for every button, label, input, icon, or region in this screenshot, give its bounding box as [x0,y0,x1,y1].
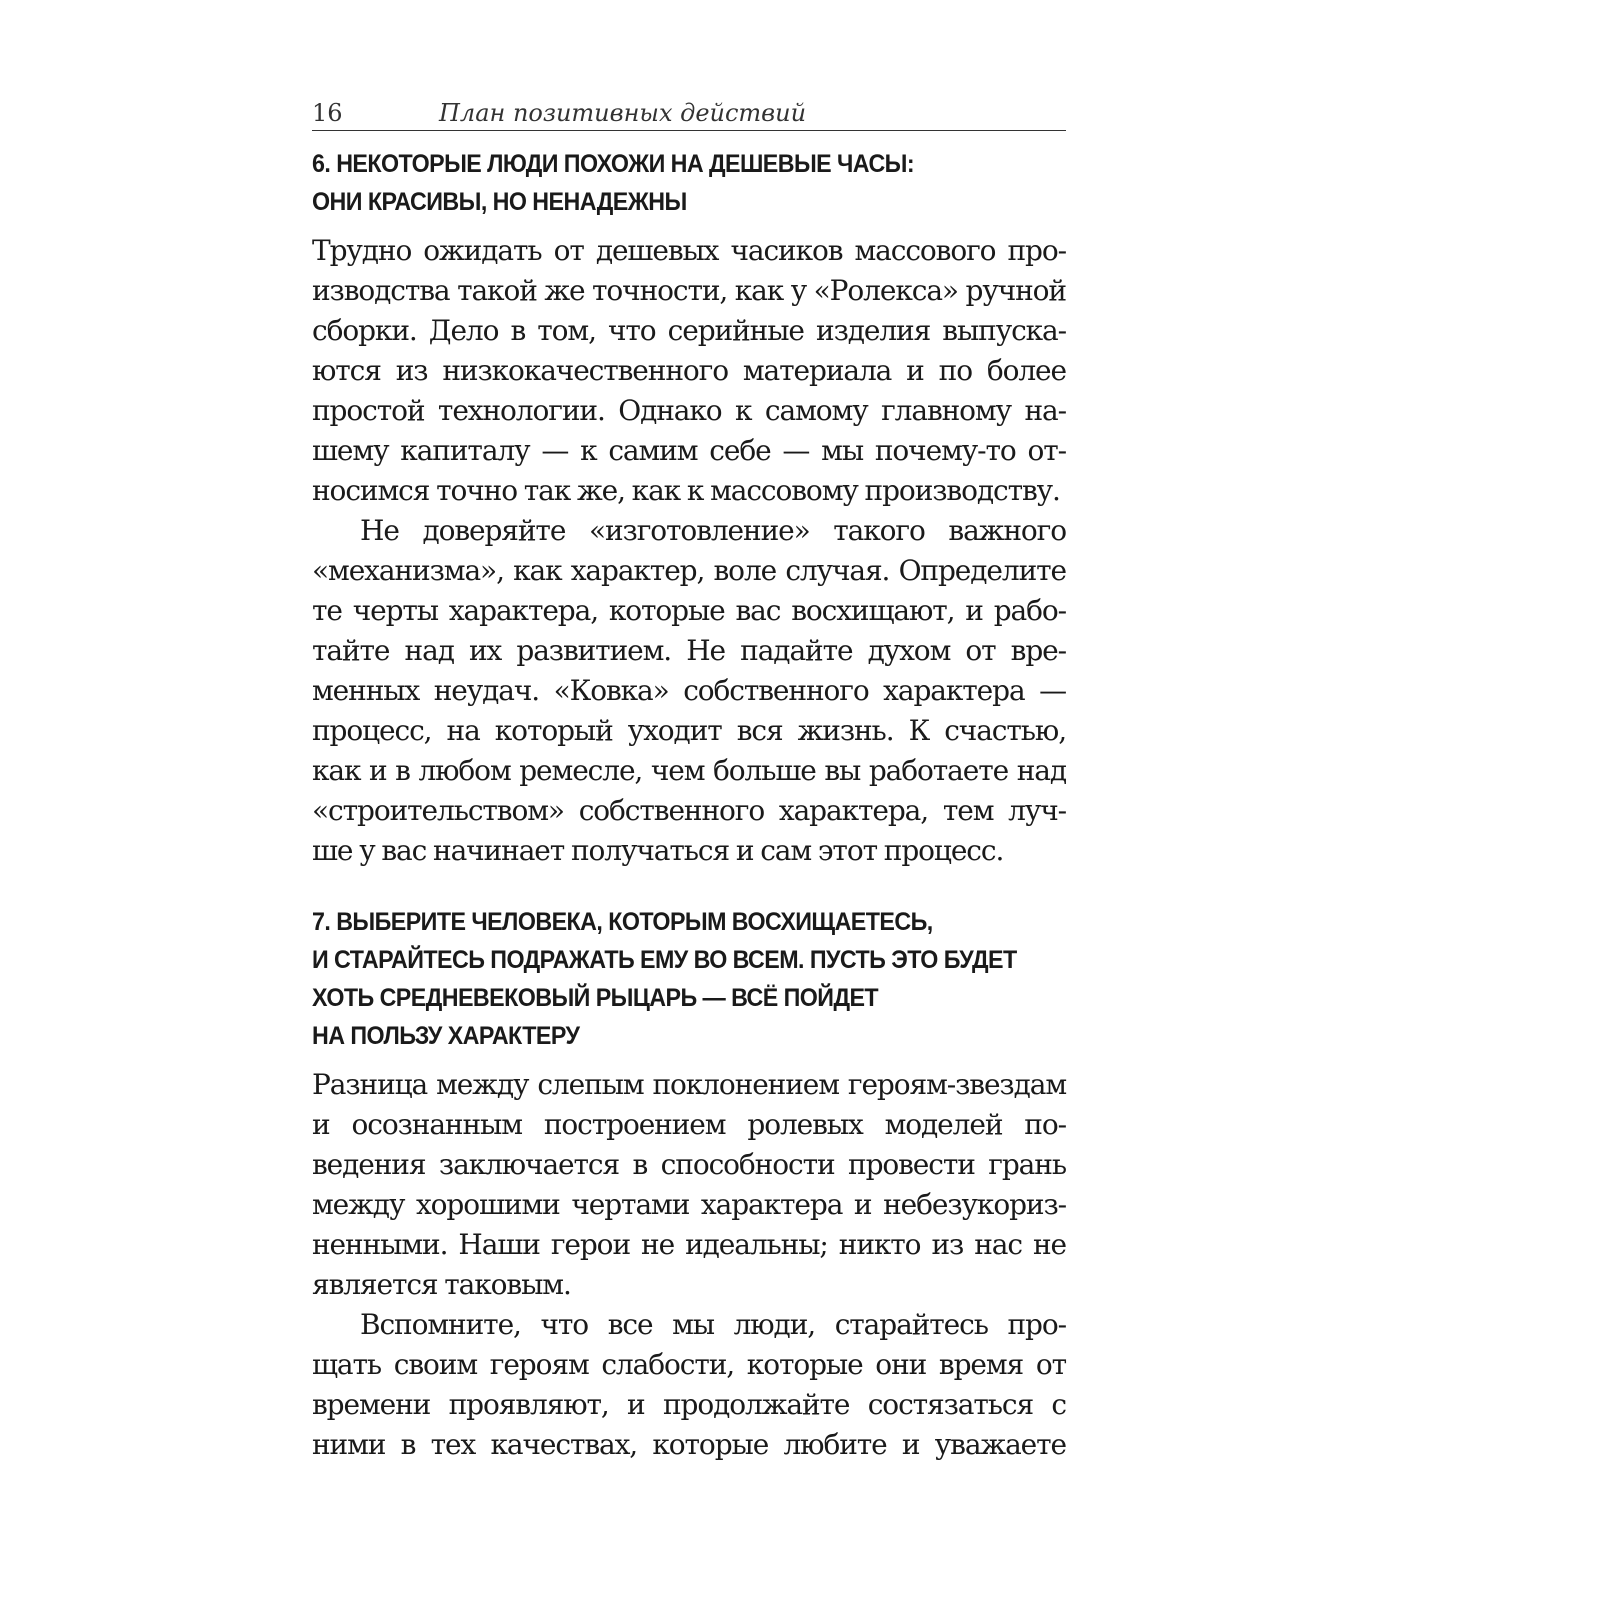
text-line: ненными. Наши герои не идеальны; никто из нас не [312,1228,1066,1261]
book-page [312,96,1066,1465]
text-line: как и в любом ремесле, чем больше вы работаете над [312,754,1066,787]
heading-text: НЕКОТОРЫЕ ЛЮДИ ПОХОЖИ НА ДЕШЕВЫЕ ЧАСЫ: [336,150,915,178]
heading-line: НА ПОЛЬЗУ ХАРАКТЕРУ [312,1022,580,1050]
text-line: Трудно ожидать от дешевых часиков массового про- [312,234,1066,267]
paragraph [312,1065,1066,1305]
text-line: ними в тех качествах, которые любите и уважаете [312,1428,1066,1461]
page-number: 16 [312,99,343,127]
heading-line: ХОТЬ СРЕДНЕВЕКОВЫЙ РЫЦАРЬ — ВСЁ ПОЙДЕТ [312,984,879,1012]
text-line: между хорошими чертами характера и небезукориз- [312,1188,1066,1221]
text-line: «строительством» собственного характера, тем луч- [312,794,1066,827]
text-line: «механизма», как характер, воле случая. Определите [312,554,1066,587]
text-line: ются из низкокачественного материала и по более [312,354,1066,387]
text-line: шему капиталу — к самим себе — мы почему-то от- [312,434,1066,467]
paragraph [312,1305,1066,1465]
text-line: Вспомните, что все мы люди, старайтесь про- [360,1308,1066,1341]
text-line: ше у вас начинает получаться и сам этот процесс. [312,834,1004,867]
text-line: тайте над их развитием. Не падайте духом от вре- [312,634,1066,667]
text-line: Разница между слепым поклонением героям-звездам [312,1068,1066,1101]
running-head [312,96,1066,131]
paragraph [312,511,1066,871]
section-heading-6 [312,145,1013,221]
text-line: те черты характера, которые вас восхищают, и рабо- [312,594,1066,627]
heading-line: ОНИ КРАСИВЫ, НО НЕНАДЕЖНЫ [312,188,687,216]
text-line: простой технологии. Однако к самому главному на- [312,394,1066,427]
text-line: щать своим героям слабости, которые они время от [312,1348,1066,1381]
text-line: времени проявляют, и продолжайте состязаться с [312,1388,1066,1421]
text-line: и осознанным построением ролевых моделей по- [312,1108,1066,1141]
section-number: 6. [312,150,331,178]
heading-line [312,145,1013,183]
section-number: 7. [312,908,331,936]
text-line: менных неудач. «Ковка» собственного характера — [312,674,1066,707]
heading-line: И СТАРАЙТЕСЬ ПОДРАЖАТЬ ЕМУ ВО ВСЕМ. ПУСТЬ ЭТО БУДЕТ [312,946,1017,974]
text-line: сборки. Дело в том, что серийные изделия выпуска- [312,314,1066,347]
text-line: носимся точно так же, как к массовому производству. [312,474,1060,507]
book-title: План позитивных действий [439,99,807,127]
text-line: изводства такой же точности, как у «Ролекса» ручной [312,274,1066,307]
text-line: ведения заключается в способности провести грань [312,1148,1066,1181]
text-line: Не доверяйте «изготовление» такого важного [360,514,1066,547]
paragraph [312,231,1066,511]
section-heading-7 [312,903,1017,1055]
heading-line [312,903,1013,941]
text-line: является таковым. [312,1268,571,1301]
heading-text: ВЫБЕРИТЕ ЧЕЛОВЕКА, КОТОРЫМ ВОСХИЩАЕТЕСЬ, [336,908,933,936]
text-line: процесс, на который уходит вся жизнь. К счастью, [312,714,1066,747]
